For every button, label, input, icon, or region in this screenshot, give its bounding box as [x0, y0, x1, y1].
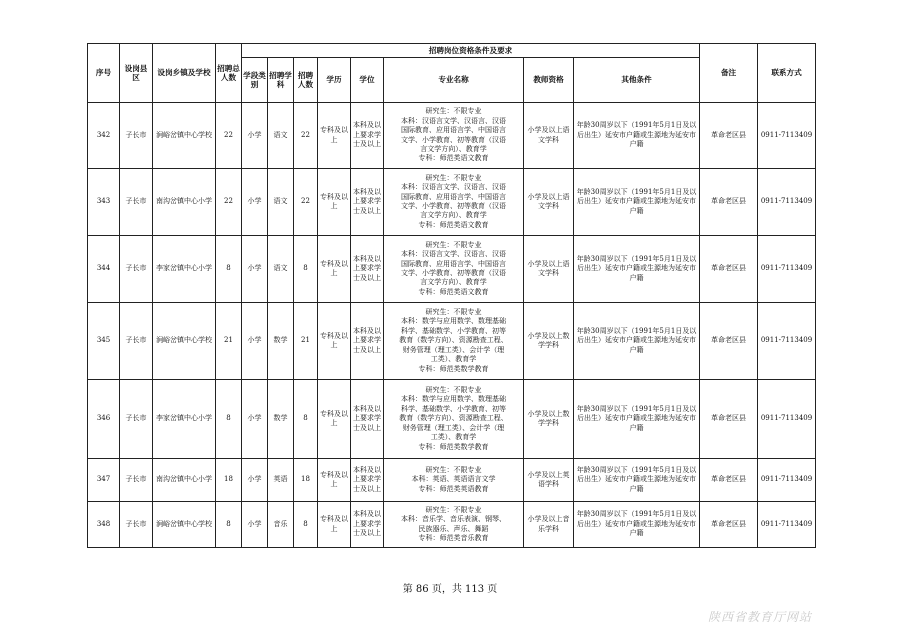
major-line: 教育（数学方向）、资源勘查工程、 [399, 336, 508, 345]
row-edu: 专科及以上 [318, 459, 351, 502]
row-edu: 专科及以上 [318, 103, 351, 169]
row-level: 小学 [242, 103, 268, 169]
major-line: 工类）、教育学 [430, 355, 477, 364]
major-line: 财务管理（理工类）、会计学（理 [402, 345, 505, 354]
row-edu: 专科及以上 [318, 303, 351, 380]
row-level: 小学 [242, 303, 268, 380]
major-line: 言文学方向）、教育学 [420, 211, 487, 220]
row-contact: 0911-7113409 [758, 303, 816, 380]
major-line: 本科：英语、英语语言文学 [411, 475, 496, 484]
row-cert: 小学及以上语文学科 [524, 236, 574, 303]
major-line: 国际教育、应用语言学、中国语言 [401, 192, 506, 201]
row-contact: 0911-7113409 [758, 103, 816, 169]
row-contact: 0911-7113409 [758, 236, 816, 303]
major-line: 专科：师范类音乐教育 [418, 533, 489, 542]
major-line: 专科：师范类数学教育 [418, 442, 489, 451]
row-other: 年龄30周岁以下（1991年5月1日及以后出生）延安市户籍或生源地为延安市户籍 [574, 169, 700, 236]
row-remark: 革命老区县 [700, 380, 758, 459]
major-line: 本科：数学与应用数学、数理基础 [401, 317, 506, 326]
row-county: 子长市 [120, 502, 153, 548]
row-contact: 0911-7113409 [758, 169, 816, 236]
major-line: 研究生：不限专业 [425, 240, 482, 249]
row-school: 涧峪岔镇中心学校 [153, 103, 216, 169]
row-subject: 音乐 [268, 502, 294, 548]
row-edu: 专科及以上 [318, 380, 351, 459]
header-level: 学段类别 [242, 58, 268, 103]
major-line: 研究生：不限专业 [425, 465, 482, 474]
row-contact: 0911-7113409 [758, 380, 816, 459]
row-level: 小学 [242, 236, 268, 303]
row-total: 8 [216, 380, 242, 459]
row-school: 南沟岔镇中心小学 [153, 459, 216, 502]
major-line: 言文学方向）、教育学 [420, 144, 487, 153]
page-footer: 第 86 页，共 113 页 [402, 584, 498, 595]
header-seq: 序号 [88, 44, 120, 103]
major-line: 教育（数学方向）、资源勘查工程、 [399, 414, 508, 423]
row-remark: 革命老区县 [700, 103, 758, 169]
row-other: 年龄30周岁以下（1991年5月1日及以后出生）延安市户籍或生源地为延安市户籍 [574, 459, 700, 502]
row-count: 21 [294, 303, 318, 380]
row-edu: 专科及以上 [318, 169, 351, 236]
major-line: 本科：音乐学、音乐表演、钢琴、 [401, 515, 506, 524]
row-level: 小学 [242, 502, 268, 548]
row-major [384, 103, 524, 169]
row-count: 8 [294, 502, 318, 548]
row-degree: 本科及以上要求学士及以上 [351, 502, 384, 548]
row-school: 李家岔镇中心小学 [153, 380, 216, 459]
row-level: 小学 [242, 380, 268, 459]
row-major [384, 236, 524, 303]
row-edu: 专科及以上 [318, 502, 351, 548]
row-contact: 0911-7113409 [758, 459, 816, 502]
row-cert: 小学及以上音乐学科 [524, 502, 574, 548]
header-degree: 学位 [351, 58, 384, 103]
row-degree: 本科及以上要求学士及以上 [351, 303, 384, 380]
row-school: 南沟岔镇中心小学 [153, 169, 216, 236]
row-major [384, 459, 524, 502]
row-edu: 专科及以上 [318, 236, 351, 303]
major-line: 言文学方向）、教育学 [420, 278, 487, 287]
major-line: 工类）、教育学 [430, 433, 477, 442]
row-subject: 数学 [268, 380, 294, 459]
header-contact: 联系方式 [758, 44, 816, 103]
row-other: 年龄30周岁以下（1991年5月1日及以后出生）延安市户籍或生源地为延安市户籍 [574, 303, 700, 380]
row-subject: 语文 [268, 103, 294, 169]
row-county: 子长市 [120, 103, 153, 169]
row-seq: 348 [88, 502, 120, 548]
major-line: 科学、基础数学、小学教育、初等 [401, 404, 506, 413]
major-line: 本科：汉语言文学、汉语言、汉语 [401, 116, 506, 125]
row-count: 8 [294, 380, 318, 459]
row-seq: 345 [88, 303, 120, 380]
row-subject: 语文 [268, 236, 294, 303]
major-line: 文学、小学教育、初等教育（汉语 [401, 135, 506, 144]
row-total: 8 [216, 502, 242, 548]
major-line: 文学、小学教育、初等教育（汉语 [401, 202, 506, 210]
row-total: 22 [216, 169, 242, 236]
row-contact: 0911-7113409 [758, 502, 816, 548]
major-line: 财务管理（理工类）、会计学（理 [402, 423, 505, 432]
row-major [384, 502, 524, 548]
row-remark: 革命老区县 [700, 169, 758, 236]
row-cert: 小学及以上语文学科 [524, 103, 574, 169]
row-level: 小学 [242, 169, 268, 236]
major-line: 专科：师范类语文教育 [418, 154, 489, 163]
major-line: 研究生：不限专业 [425, 308, 482, 317]
major-line: 研究生：不限专业 [425, 173, 482, 182]
major-line: 科学、基础数学、小学教育、初等 [401, 326, 506, 335]
row-degree: 本科及以上要求学士及以上 [351, 380, 384, 459]
major-line: 本科：数学与应用数学、数理基础 [401, 395, 506, 404]
header-other: 其他条件 [574, 58, 700, 103]
recruitment-table [87, 43, 816, 548]
row-major [384, 169, 524, 236]
row-subject: 数学 [268, 303, 294, 380]
row-seq: 344 [88, 236, 120, 303]
header-group: 招聘岗位资格条件及要求 [242, 44, 700, 58]
table-row [88, 459, 816, 502]
major-line: 研究生：不限专业 [425, 107, 482, 116]
table-row [88, 380, 816, 459]
row-seq: 346 [88, 380, 120, 459]
header-edu: 学历 [318, 58, 351, 103]
table-row [88, 303, 816, 380]
row-other: 年龄30周岁以下（1991年5月1日及以后出生）延安市户籍或生源地为延安市户籍 [574, 103, 700, 169]
major-line: 专科：师范类语文教育 [418, 287, 489, 296]
row-county: 子长市 [120, 380, 153, 459]
row-remark: 革命老区县 [700, 502, 758, 548]
row-cert: 小学及以上英语学科 [524, 459, 574, 502]
row-other: 年龄30周岁以下（1991年5月1日及以后出生）延安市户籍或生源地为延安市户籍 [574, 502, 700, 548]
header-cert: 教师资格 [524, 58, 574, 103]
row-seq: 342 [88, 103, 120, 169]
major-line: 专科：师范类数学教育 [418, 364, 489, 373]
major-line: 研究生：不限专业 [425, 505, 482, 514]
header-subject: 招聘学科 [268, 58, 294, 103]
row-degree: 本科及以上要求学士及以上 [351, 169, 384, 236]
row-county: 子长市 [120, 459, 153, 502]
row-degree: 本科及以上要求学士及以上 [351, 459, 384, 502]
table-row [88, 103, 816, 169]
row-total: 22 [216, 103, 242, 169]
row-major [384, 303, 524, 380]
row-major [384, 380, 524, 459]
major-line: 专科：师范类语文教育 [418, 220, 489, 229]
row-remark: 革命老区县 [700, 303, 758, 380]
row-degree: 本科及以上要求学士及以上 [351, 103, 384, 169]
row-school: 李家岔镇中心小学 [153, 236, 216, 303]
major-line: 专科：师范类英语教育 [418, 484, 489, 493]
major-line: 本科：汉语言文学、汉语言、汉语 [401, 250, 506, 259]
header-county: 设岗县区 [120, 44, 153, 103]
table-row [88, 169, 816, 236]
header-count: 招聘人数 [294, 58, 318, 103]
major-line: 国际教育、应用语言学、中国语言 [401, 126, 506, 135]
watermark: 陕西省教育厅网站 [707, 610, 812, 624]
row-subject: 英语 [268, 459, 294, 502]
header-major: 专业名称 [384, 58, 524, 103]
row-other: 年龄30周岁以下（1991年5月1日及以后出生）延安市户籍或生源地为延安市户籍 [574, 236, 700, 303]
row-cert: 小学及以上数学学科 [524, 380, 574, 459]
row-remark: 革命老区县 [700, 459, 758, 502]
row-level: 小学 [242, 459, 268, 502]
table-row [88, 236, 816, 303]
table-row [88, 502, 816, 548]
header-total: 招聘总人数 [216, 44, 242, 103]
row-count: 18 [294, 459, 318, 502]
row-seq: 347 [88, 459, 120, 502]
row-county: 子长市 [120, 303, 153, 380]
header-school: 设岗乡镇及学校 [153, 44, 216, 103]
major-line: 国际教育、应用语言学、中国语言 [401, 259, 506, 268]
row-total: 18 [216, 459, 242, 502]
row-total: 8 [216, 236, 242, 303]
row-school: 涧峪岔镇中心学校 [153, 502, 216, 548]
row-count: 22 [294, 103, 318, 169]
row-remark: 革命老区县 [700, 236, 758, 303]
major-line: 本科：汉语言文学、汉语言、汉语 [401, 183, 506, 192]
row-cert: 小学及以上数学学科 [524, 303, 574, 380]
row-degree: 本科及以上要求学士及以上 [351, 236, 384, 303]
header-remark: 备注 [700, 44, 758, 103]
row-school: 涧峪岔镇中心学校 [153, 303, 216, 380]
row-other: 年龄30周岁以下（1991年5月1日及以后出生）延安市户籍或生源地为延安市户籍 [574, 380, 700, 459]
row-county: 子长市 [120, 236, 153, 303]
row-cert: 小学及以上语文学科 [524, 169, 574, 236]
row-seq: 343 [88, 169, 120, 236]
row-total: 21 [216, 303, 242, 380]
row-count: 22 [294, 169, 318, 236]
row-subject: 语文 [268, 169, 294, 236]
major-line: 研究生：不限专业 [425, 386, 482, 395]
row-count: 8 [294, 236, 318, 303]
major-line: 文学、小学教育、初等教育（汉语 [401, 269, 506, 277]
major-line: 民族器乐、声乐、舞蹈 [418, 524, 489, 533]
row-county: 子长市 [120, 169, 153, 236]
